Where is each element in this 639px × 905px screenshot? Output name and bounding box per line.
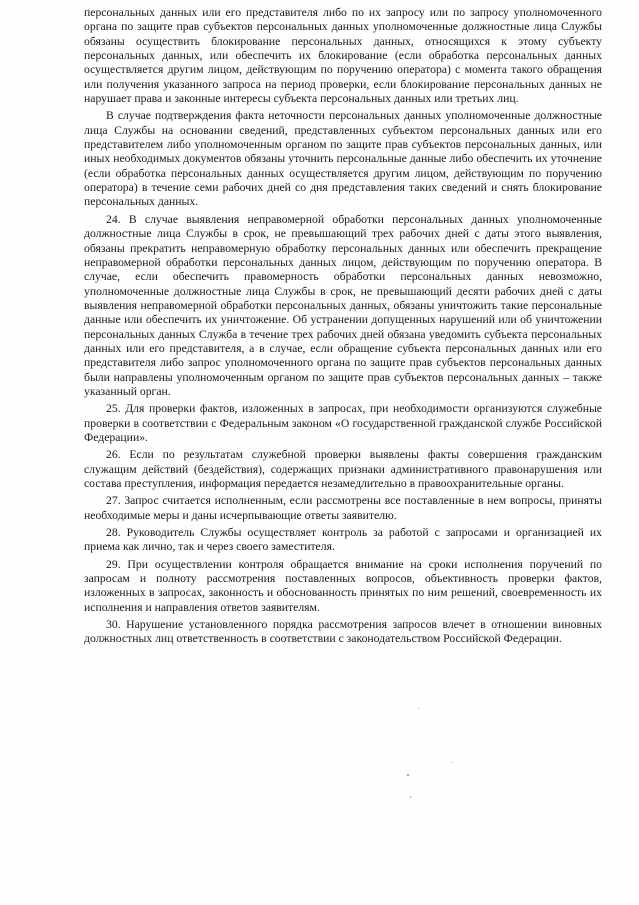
paragraph-data-correction: В случае подтверждения факта неточности персональных данных уполномоченные должностные лица Службы на основании сведений, представленных субъектом персональных данных или его представителем либо уполномоченным органом по защите прав субъектов персональных данных, или иных необходимых документов обязаны уточнить персональные данные либо обеспечить их уточнение (если обработка персональных данных осуществляется другим лицом, действующим по поручению оператора) в течение семи рабочих дней со дня представления таких сведений и снять блокирование персональных данных. bbox=[84, 109, 602, 209]
paragraph-27: 27. Запрос считается исполненным, если рассмотрены все поставленные в нем вопросы, приняты необходимые меры и даны исчерпывающие ответы заявителю. bbox=[84, 494, 602, 522]
paragraph-26: 26. Если по результатам служебной проверки выявлены факты совершения гражданским служащим действий (бездействия), содержащих признаки административного правонарушения или состава преступления, информация передается незамедлительно в правоохранительные органы. bbox=[84, 448, 602, 490]
paragraph-25: 25. Для проверки фактов, изложенных в запросах, при необходимости организуются служебные проверки в соответствии с Федеральным законом «О государственной гражданской службе Российской Федерации». bbox=[84, 402, 602, 444]
document-body bbox=[84, 6, 602, 650]
scan-speck bbox=[407, 774, 409, 776]
paragraph-30: 30. Нарушение установленного порядка рассмотрения запросов влечет в отношении виновных должностных лиц ответственность в соответствии с законодательством Российской Федерации. bbox=[84, 618, 602, 646]
paragraph-28: 28. Руководитель Службы осуществляет контроль за работой с запросами и организацией их приема как лично, так и через своего заместителя. bbox=[84, 526, 602, 554]
paragraph-29: 29. При осуществлении контроля обращается внимание на сроки исполнения поручений по запросам и полноту рассмотрения поставленных вопросов, объективность проверки фактов, изложенных в запросах, законность и обоснованность принятых по ним решений, своевременность их исполнения и направления ответов заявителям. bbox=[84, 557, 602, 614]
scan-speck bbox=[418, 708, 419, 709]
scan-speck bbox=[452, 762, 453, 763]
scan-speck bbox=[410, 796, 411, 798]
paragraph-continuation: персональных данных или его представителя либо по их запросу или по запросу уполномоченного органа по защите прав субъектов персональных данных уполномоченные должностные лица Службы обязаны осуществить блокирование персональных данных, относящихся к этому субъекту персональных данных, или обеспечить их блокирование (если обработка персональных данных осуществляется другим лицом, действующим по поручению оператора) с момента такого обращения или получения указанного запроса на период проверки, если блокирование персональных данных не нарушает права и законные интересы субъекта персональных данных или третьих лиц. bbox=[84, 6, 602, 106]
paragraph-24: 24. В случае выявления неправомерной обработки персональных данных уполномоченные должностные лица Службы в срок, не превышающий трех рабочих дней с даты этого выявления, обязаны прекратить неправомерную обработку персональных данных или обеспечить прекращение неправомерной обработки персональных данных лицом, действующим по поручению оператора. В случае, если обеспечить правомерность обработки персональных данных невозможно, уполномоченные должностные лица Службы в срок, не превышающий десяти рабочих дней с даты выявления неправомерной обработки персональных данных, обязаны уничтожить такие персональные данные или обеспечить их уничтожение. Об устранении допущенных нарушений или об уничтожении персональных данных Служба в течение трех рабочих дней обязана уведомить субъекта персональных данных или его представителя, а в случае, если обращение субъекта персональных данных или его представителя либо запрос уполномоченного органа по защите прав субъектов персональных данных были направлены уполномоченным органом по защите прав субъектов персональных данных – также указанный орган. bbox=[84, 212, 602, 398]
